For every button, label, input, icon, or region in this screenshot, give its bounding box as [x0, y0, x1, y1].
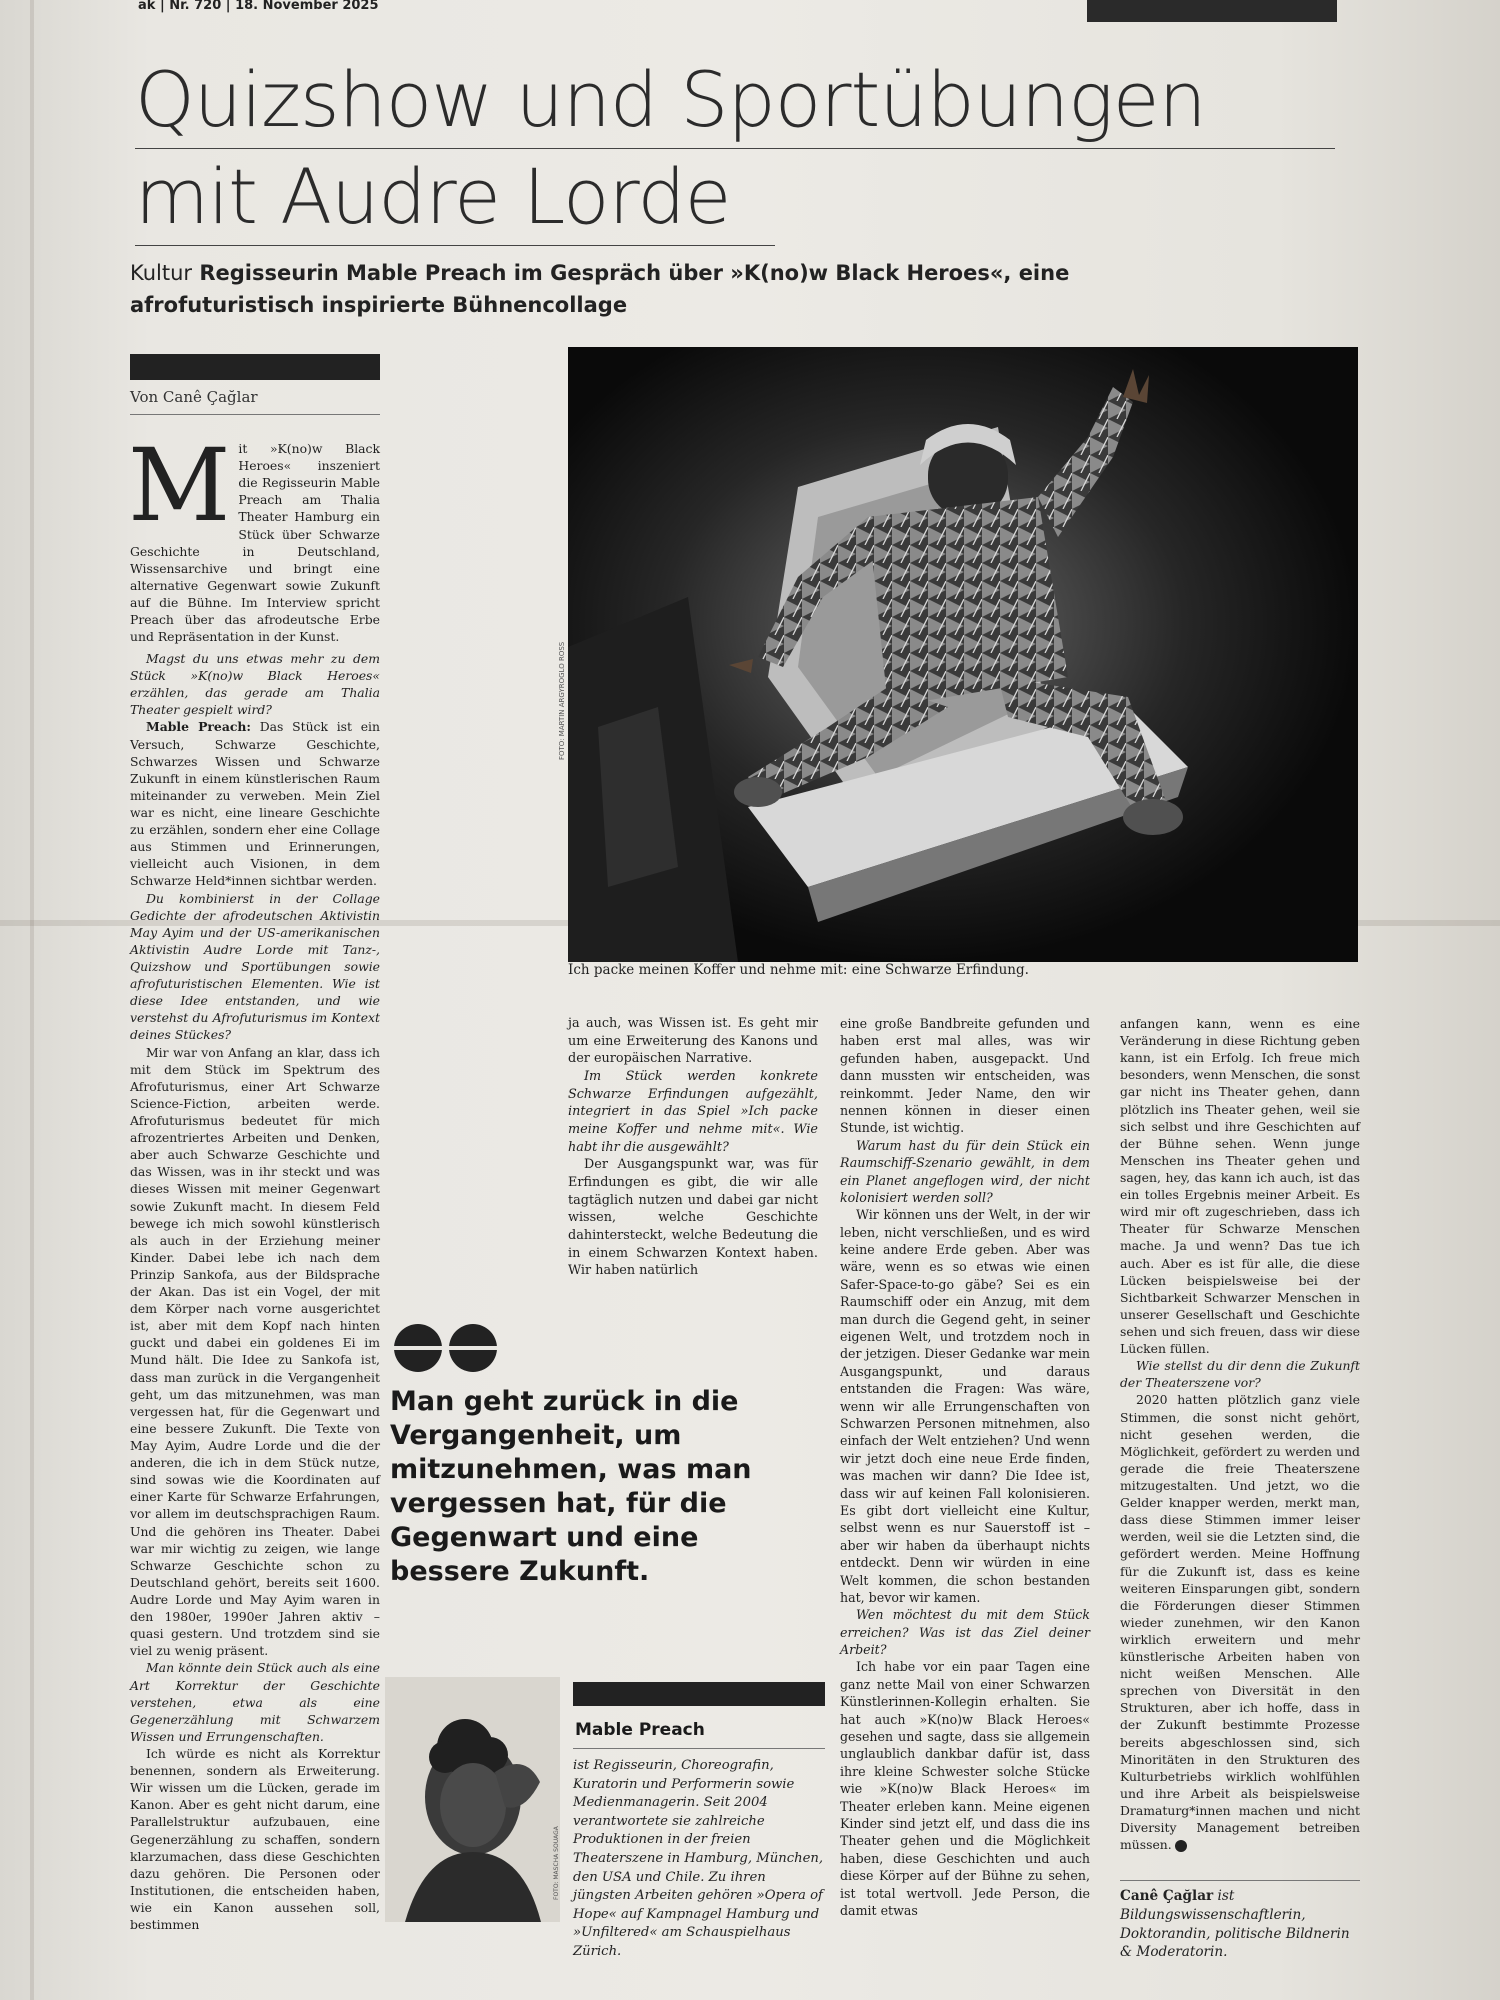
interview-question	[1120, 1357, 1360, 1391]
author-note	[1120, 1887, 1360, 1962]
bio-bar	[573, 1682, 825, 1706]
paragraph-text: Man könnte dein Stück auch als eine Art Korrektur der Geschichte verstehen, etwa als eine Gegenerzählung mit Schwarzem Wissen und Errungenschaften.	[130, 1660, 380, 1744]
bio-rule	[573, 1748, 825, 1749]
column-a	[130, 650, 380, 1933]
paragraph-text: Wen möchtest du mit dem Stück erreichen? Was ist das Ziel deiner Arbeit?	[840, 1607, 1090, 1658]
interview-question	[130, 650, 380, 718]
interview-question	[840, 1606, 1090, 1658]
interview-answer	[130, 1745, 380, 1933]
column-d	[1120, 1015, 1360, 1853]
end-dot-icon	[1175, 1840, 1187, 1852]
fold-line-vertical	[30, 0, 34, 2000]
paragraph-text: eine große Bandbreite gefunden und haben erst mal alles, was wir gefunden haben, ausgepackt. Und dann mussten wir entscheiden, was reinkommt. Jeder Name, den wir nennen können in dieser einen Stunde, ist wichtig.	[840, 1016, 1090, 1136]
author-rule	[1120, 1880, 1360, 1881]
section-bar	[130, 354, 380, 380]
paragraph-text: anfangen kann, wenn es eine Veränderung in diese Richtung geben kann, ist ein Erfolg. Ich freue mich besonders, wenn Menschen, die sonst gar nicht ins Theater gehen, dann plötzlich ins Theater gehen, weil sie sich selbst und ihre Geschichten auf der Bühne sehen. Wenn junge Menschen ins Theater gehen und sagen, hey, das kann ich auch, ist das ein tolles Ergebnis meiner Arbeit. Es wird mir oft zugeschrieben, dass ich Theater für Schwarze Menschen mache. Ja und wenn? Das tue ich auch. Aber es ist für alle, die diese Lücken beispielsweise bei der Sichtbarkeit Schwarzer Menschen in unserer Gesellschaft und Geschichte sehen und sich freuen, dass wir diese Lücken füllen.	[1120, 1016, 1360, 1357]
interview-question	[130, 1659, 380, 1745]
bio-name: Mable Preach	[575, 1720, 705, 1740]
column-b	[568, 1015, 818, 1280]
drop-cap: M	[128, 427, 231, 544]
quote-mark-shape	[393, 1313, 503, 1383]
dek-text: Regisseurin Mable Preach im Gespräch über »K(no)w Black Heroes«, eine afrofuturistisch inspirierte Bühnencollage	[130, 261, 1070, 317]
pull-quote: Man geht zurück in die Vergangenheit, um mitzunehmen, was man vergessen hat, für die Gegenwart und eine bessere Zukunft.	[390, 1386, 752, 1587]
portrait-credit: FOTO: MASCHA SOUAGA	[553, 1826, 560, 1900]
header-bar	[1087, 0, 1337, 22]
headline-line-1: Quizshow und Sportübungen	[135, 52, 1335, 149]
portrait-illustration	[385, 1677, 560, 1922]
interview-answer	[130, 718, 380, 889]
paragraph-text: Ich habe vor ein paar Tagen eine ganz nette Mail von einer Schwarzen Künstlerinnen-Kollegin erhalten. Sie hat auch »K(no)w Black Heroes« gesehen und sagte, dass sie allgemein unglaublich dankbar dafür ist, dass ihre kleine Schwester solche Stücke wie »K(no)w Black Heroes« im Theater erleben kann. Meine eigenen Kinder sind jetzt elf, und dass die ins Theater gehen und die Möglichkeit haben, diese Geschichten und auch diese Körper auf der Bühne zu sehen, ist total wertvoll. Jede Person, die damit etwas	[840, 1659, 1090, 1918]
interview-question	[568, 1068, 818, 1156]
photo-credit: FOTO: MARTIN ARGYROGLO ROSS	[558, 641, 566, 760]
stage-photo-illustration	[568, 347, 1358, 962]
paragraph-text: Wir können uns der Welt, in der wir leben, nicht verschließen, und es wird keine andere Erde geben. Aber was wäre, wenn es so etwas wie einen Safer-Space-to-go gäbe? Sei es ein Raumschiff oder ein Anzug, mit dem man durch die Gegend geht, in seiner eigenen Welt, und trotzdem noch in der jetzigen. Dieser Gedanke war mein Ausgangspunkt, und daraus entstanden die Fragen: Was wäre, wenn wir alle Errungenschaften von Schwarzen Personen mitnehmen, also einfach der Welt entziehen? Und wenn wir jetzt doch eine neue Erde finden, was machen wir dann? Die Idee ist, dass wir auf keinen Fall kolonisieren. Es gibt dort vielleicht eine Kultur, selbst wenn es nur Sauerstoff ist – aber wir haben da überhaupt nichts entdeckt. Denn wir würden in eine Welt kommen, die schon bestanden hat, bevor wir kamen.	[840, 1207, 1090, 1605]
byline-rule	[130, 414, 380, 415]
stage-photo	[568, 347, 1358, 962]
column-c	[840, 1015, 1090, 1919]
paragraph-text: Der Ausgangspunkt war, was für Erfindungen es gibt, die wir alle tagtäglich nutzen und dabei gar nicht wissen, welche Geschichte dahintersteckt, welche Bedeutung die in einem Schwarzen Kontext haben. Wir haben natürlich	[568, 1157, 818, 1279]
paragraph-text: Du kombinierst in der Collage Gedichte der afrodeutschen Aktivistin May Ayim und der US-amerikanischen Aktivistin Audre Lorde mit Tanz-, Quizshow und Sportübungen sowie afrofuturistischen Elementen. Wie ist diese Idee entstanden, und wie verstehst du Afrofuturismus im Kontext deines Stückes?	[130, 890, 380, 1043]
paragraph-text: ja auch, was Wissen ist. Es geht mir um eine Erweiterung des Kanons und der europäischen Narrative.	[568, 1016, 818, 1067]
byline: Von Canê Çağlar	[130, 388, 258, 406]
rubric: Kultur	[130, 261, 193, 285]
intro-paragraph	[128, 427, 380, 645]
headline	[135, 52, 1335, 246]
interview-question	[130, 890, 380, 1044]
bio-text: ist Regisseurin, Choreografin, Kuratorin und Performerin sowie Medienmanagerin. Seit 2004 verantwortete sie zahlreiche Produktionen in der freien Theaterszene in Hamburg, München, den USA und Chile. Zu ihren jüngsten Arbeiten gehören »Opera of Hope« auf Kampnagel Hamburg und »Unfiltered« am Schauspielhaus Zürich.	[573, 1758, 824, 1959]
paragraph-text: Im Stück werden konkrete Schwarze Erfindungen aufgezählt, integriert in das Spiel »Ich packe meine Koffer und nehme mit«. Wie habt ihr die ausgewählt?	[568, 1068, 818, 1155]
paragraph-text: Das Stück ist ein Versuch, Schwarze Geschichte, Schwarzes Wissen und Schwarze Zukunft in einem künstlerischen Raum miteinander zu verweben. Mein Ziel war es nicht, eine lineare Geschichte zu erzählen, sondern eher eine Collage aus Stimmen und Erinnerungen, vielleicht auch Visionen, in dem Schwarze Held*innen sichtbar werden.	[130, 719, 380, 889]
intro-text: it »K(no)w Black Heroes« inszeniert die Regisseurin Mable Preach am Thalia Theater Hamburg ein Stück über Schwarze Geschichte in Deutschland, Wissensarchive und bringt eine alternative Gegenwart sowie Zukunft auf die Bühne. Im Interview spricht Preach über das afrodeutsche Erbe und Repräsentation in der Kunst.	[130, 441, 380, 645]
paragraph-text: 2020 hatten plötzlich ganz viele Stimmen, die sonst nicht gehört, nicht gesehen werden, die Möglichkeit, gefördert zu werden und gerade die freie Theaterszene mitzugestalten. Und jetzt, wo die Gelder knapper werden, merkt man, dass diese Stimmen immer leiser werden, weil sie die Letzten sind, die gefördert werden. Meine Hoffnung für die Zukunft ist, dass es keine weiteren Einsparungen gibt, sondern die Förderungen dieser Stimmen wieder zunehmen, wir den Kanon wirklich erweitern und mehr künstlerische Arbeiten haben von nicht weißen Menschen. Alle sprechen von Diversität in den Strukturen, aber ich hoffe, dass in der Zukunft bestimmte Prozesse bereits abgeschlossen sind, sich Minoritäten in den Strukturen des Kulturbetriebs wirklich wohlfühlen und ihre Arbeit als beispielsweise Dramaturg*innen machen und nicht Diversity Management betreiben müssen.	[1120, 1392, 1360, 1853]
interview-answer	[568, 1156, 818, 1280]
paragraph-text: Wie stellst du dir denn die Zukunft der Theaterszene vor?	[1120, 1358, 1360, 1391]
headline-line-2: mit Audre Lorde	[135, 149, 775, 246]
interview-answer	[840, 1658, 1090, 1919]
double-quote-dots-icon	[393, 1300, 503, 1390]
paragraph-text: Warum hast du für dein Stück ein Raumschiff-Szenario gewählt, in dem ein Planet angeflogen wird, der nicht kolonisiert werden soll?	[840, 1137, 1090, 1205]
interview-answer	[1120, 1015, 1360, 1357]
interview-answer	[840, 1015, 1090, 1137]
interview-answer	[1120, 1391, 1360, 1853]
paragraph-text: Mir war von Anfang an klar, dass ich mit dem Stück im Spektrum des Afrofuturismus, einer Art Schwarze Science-Fiction, arbeiten werde. Afrofuturismus bedeutet für mich afrozentriertes Arbeiten und Denken, aber auch Schwarze Geschichte und das Wissen, was in ihr steckt und was dieses Wissen mit meiner Gegenwart sowie Zukunft macht. In diesem Feld bewege ich mich sowohl künstlerisch als auch in der Erziehung meiner Kinder. Dabei lebe ich nach dem Prinzip Sankofa, aus der Bildsprache der Akan. Das ist ein Vogel, der mit dem Körper nach vorne ausgerichtet ist, aber mit dem Kopf nach hinten guckt und dabei ein goldenes Ei im Mund hält. Die Idee zu Sankofa ist, dass man zurück in die Vergangenheit geht, um das mitzunehmen, was man vergessen hat, für die Gegenwart und eine bessere Zukunft. Die Texte von May Ayim, Audre Lorde und die der anderen, die ich in dem Stück nutze, sind sowas wie die Koordinaten auf einer Karte für Schwarze Erfahrungen, vor allem im deutschsprachigen Raum. Und die gehören ins Theater. Dabei war mir wichtig zu zeigen, wie lange Schwarze Geschichte schon zu Deutschland gehört, bereits seit 1600. Audre Lorde und May Ayim waren in den 1980er, 1990er Jahren aktiv – quasi gestern. Und trotzdem sind sie viel zu wenig präsent.	[130, 1044, 380, 1659]
speaker-label: Mable Preach:	[146, 719, 251, 735]
author-text: ist Bildungswissenschaftlerin, Doktorandin, politische Bildnerin & Moderatorin.	[1120, 1888, 1350, 1961]
dek	[130, 257, 1130, 321]
interview-answer	[840, 1206, 1090, 1606]
interview-question	[840, 1137, 1090, 1207]
masthead: ak | Nr. 720 | 18. November 2025	[138, 0, 379, 13]
paragraph-text: Ich würde es nicht als Korrektur benennen, sondern als Erweiterung. Wir wissen um die Lücken, gerade im Kanon. Aber es geht nicht darum, eine Parallelstruktur aufzubauen, eine Gegenerzählung zu schaffen, sondern klarzumachen, dass diese Geschichten dazu gehören. Die Personen oder Institutionen, die entscheiden haben, wie ein Kanon aussehen soll, bestimmen	[130, 1746, 380, 1933]
interview-answer	[130, 1044, 380, 1660]
interview-answer	[568, 1015, 818, 1068]
photo-caption: Ich packe meinen Koffer und nehme mit: eine Schwarze Erfindung.	[568, 962, 1029, 978]
paragraph-text: Magst du uns etwas mehr zu dem Stück »K(no)w Black Heroes« erzählen, das gerade am Thalia Theater gespielt wird?	[130, 651, 380, 718]
author-name: Canê Çağlar	[1120, 1888, 1214, 1904]
portrait-photo	[385, 1677, 560, 1922]
